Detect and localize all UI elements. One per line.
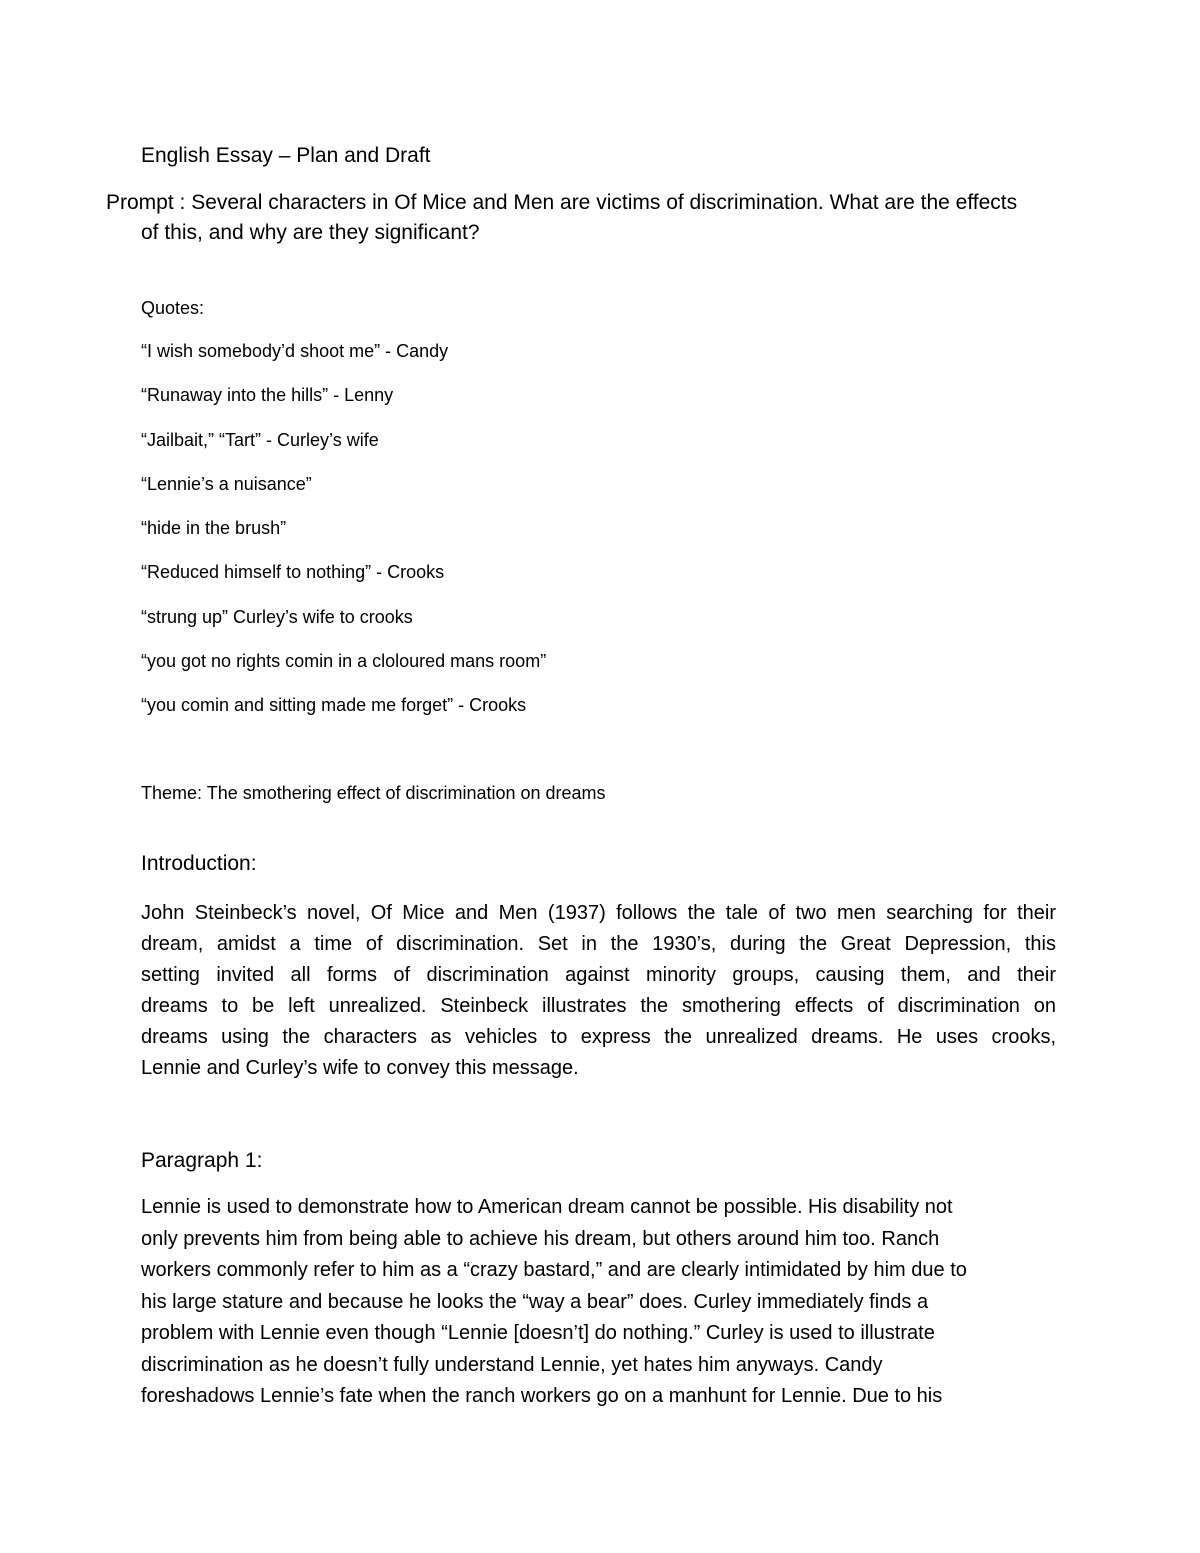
paragraph1-line: problem with Lennie even though “Lennie [doesn’t] do nothing.” Curley is used to illustrate: [141, 1322, 935, 1344]
quotes-label: Quotes:: [141, 298, 205, 318]
prompt-line: of this, and why are they significant?: [141, 221, 480, 244]
paragraph1-heading: Paragraph 1:: [141, 1149, 263, 1172]
paragraph1-line: workers commonly refer to him as a “crazy bastard,” and are clearly intimidated by him due to: [141, 1259, 967, 1281]
paragraph1-line: only prevents him from being able to achieve his dream, but others around him too. Ranch: [141, 1227, 940, 1250]
quote-item: “Runaway into the hills” - Lenny: [141, 385, 394, 406]
introduction-line: dream, amidst a time of discrimination. Set in the 1930’s, during the Great Depression, this: [141, 933, 1056, 955]
introduction-line: Lennie and Curley’s wife to convey this message.: [141, 1057, 579, 1079]
introduction-line: John Steinbeck’s novel, Of Mice and Men (1937) follows the tale of two men searching for their: [141, 902, 1056, 924]
quote-item: “you got no rights comin in a cloloured mans room”: [141, 651, 547, 672]
paragraph1-line: foreshadows Lennie’s fate when the ranch workers go on a manhunt for Lennie. Due to his: [141, 1385, 943, 1407]
quote-item: “Lennie’s a nuisance”: [141, 473, 312, 494]
paragraph1-line: his large stature and because he looks the “way a bear” does. Curley immediately finds a: [141, 1290, 929, 1313]
introduction-line: dreams using the characters as vehicles to express the unrealized dreams. He uses crooks,: [141, 1026, 1056, 1048]
document-title: English Essay – Plan and Draft: [141, 144, 431, 167]
introduction-body: [141, 898, 1056, 1084]
essay-prompt: [106, 188, 1066, 248]
paragraph1-line: Lennie is used to demonstrate how to American dream cannot be possible. His disability not: [141, 1196, 953, 1218]
paragraph1-body: [141, 1192, 1061, 1413]
introduction-heading: Introduction:: [141, 852, 257, 875]
quote-item: “strung up” Curley’s wife to crooks: [141, 606, 413, 627]
quote-item: “Reduced himself to nothing” - Crooks: [141, 562, 445, 583]
prompt-line: Prompt : Several characters in Of Mice and Men are victims of discrimination. What are the effects: [106, 191, 1018, 214]
quote-item: “hide in the brush”: [141, 518, 287, 539]
quote-item: “you comin and sitting made me forget” - Crooks: [141, 695, 527, 716]
quote-item: “I wish somebody’d shoot me” - Candy: [141, 341, 449, 361]
paragraph1-line: discrimination as he doesn’t fully understand Lennie, yet hates him anyways. Candy: [141, 1353, 883, 1376]
introduction-line: setting invited all forms of discrimination against minority groups, causing them, and their: [141, 964, 1056, 986]
theme-statement: Theme: The smothering effect of discrimination on dreams: [141, 783, 606, 803]
quote-item: “Jailbait,” “Tart” - Curley’s wife: [141, 429, 379, 450]
introduction-line: dreams to be left unrealized. Steinbeck illustrates the smothering effects of discrimination on: [141, 995, 1056, 1017]
quotes-list: [141, 338, 546, 737]
